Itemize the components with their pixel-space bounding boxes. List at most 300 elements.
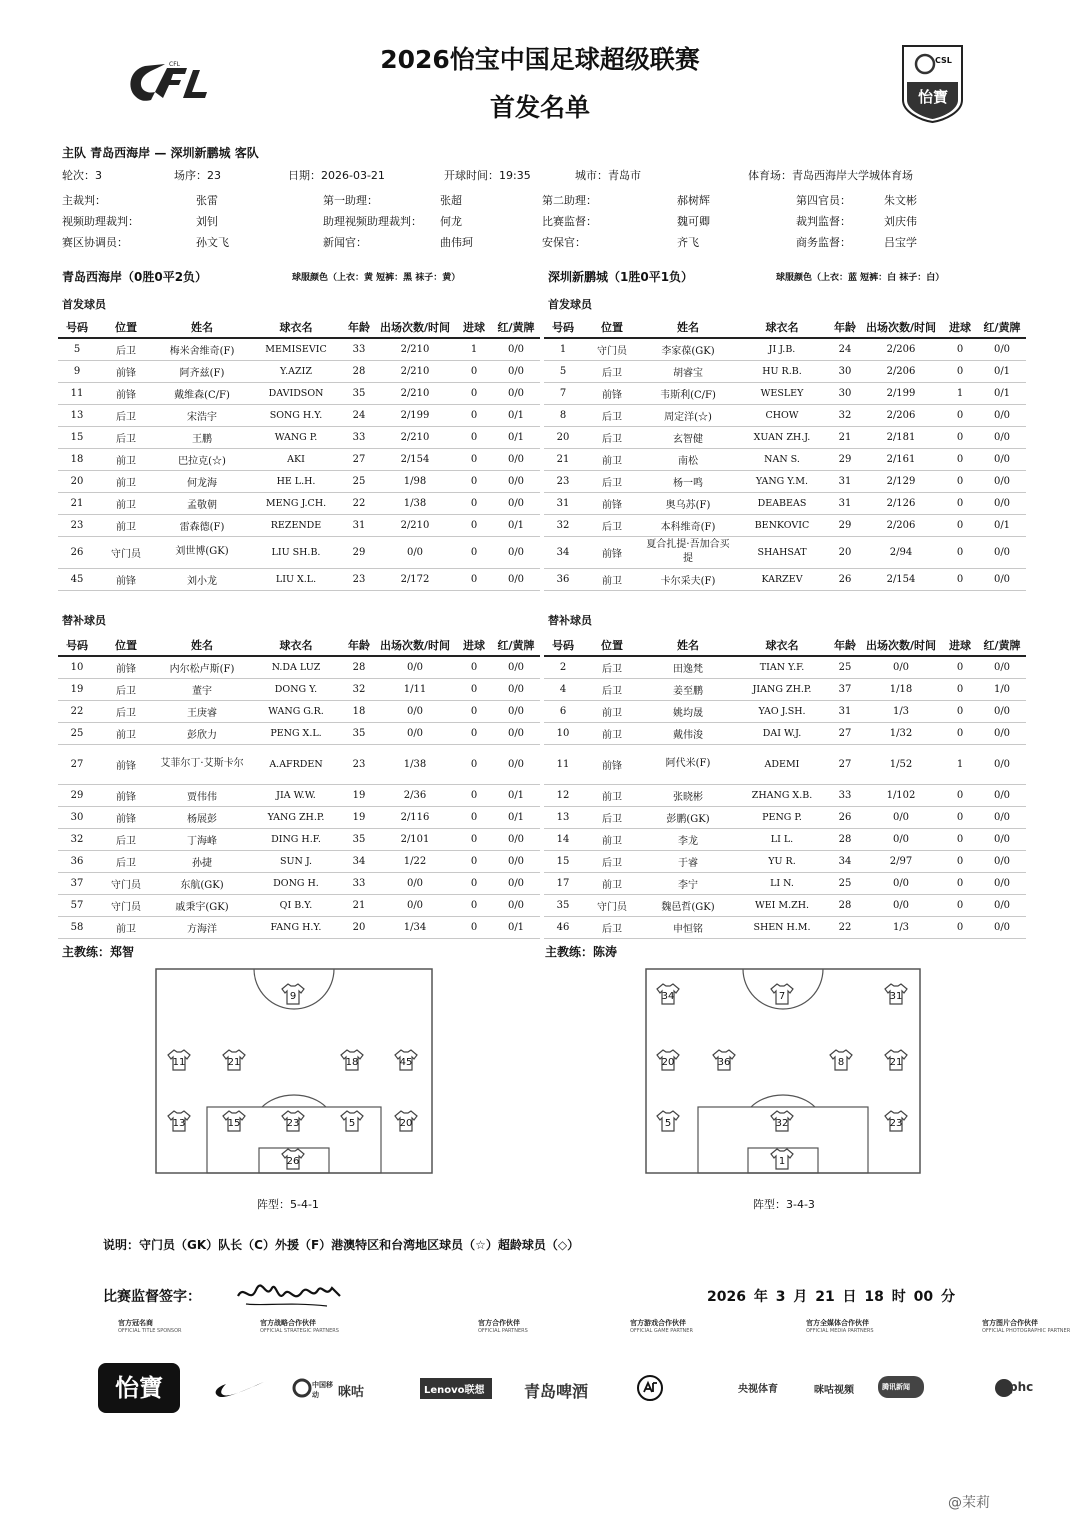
goals: 0: [942, 700, 978, 722]
appearances: 2/94: [860, 536, 942, 568]
player-shirt-icon: [885, 1050, 907, 1070]
player-position: 前锋: [96, 744, 156, 784]
player-age: 22: [344, 492, 374, 514]
player-number: 5: [544, 360, 582, 382]
player-number: 22: [58, 700, 96, 722]
player-shirt-icon: [341, 1050, 363, 1070]
player-shirt-number: 23: [286, 1118, 300, 1129]
ea-fc-logo: [636, 1374, 664, 1402]
legend-note: 说明：守门员（GK）队长（C）外援（F）港澳特区和台湾地区球员（☆）超龄球员（◇）: [103, 1238, 580, 1252]
player-number: 35: [544, 894, 582, 916]
goals: 0: [456, 448, 492, 470]
shirt-name: WESLEY: [734, 382, 830, 404]
player-position: 前锋: [582, 492, 642, 514]
sponsor-caption-cn: 官方合作伙伴: [478, 1319, 520, 1327]
table-header-row: [544, 316, 1026, 338]
shirt-name: WANG P.: [248, 426, 344, 448]
player-age: 33: [830, 784, 860, 806]
shirt-name: CHOW: [734, 404, 830, 426]
cards: 0/0: [492, 382, 540, 404]
goals: 0: [456, 360, 492, 382]
player-shirt-number: 20: [661, 1057, 675, 1068]
csl-badge-text: CSL: [935, 56, 952, 65]
player-shirt-number: 5: [664, 1118, 672, 1129]
player-position: 后卫: [582, 470, 642, 492]
table-row: [58, 448, 540, 470]
table-row: [58, 656, 540, 678]
player-number: 26: [58, 536, 96, 568]
official-role: 第一助理：: [323, 194, 378, 207]
table-header-row: [544, 634, 1026, 656]
table-row: [58, 894, 540, 916]
appearances: 0/0: [374, 722, 456, 744]
phc-logo: phc: [993, 1375, 1033, 1401]
column-header: 位置: [582, 316, 642, 338]
table-row: [544, 656, 1026, 678]
appearances: 1/52: [860, 744, 942, 784]
column-header: 球衣名: [248, 316, 344, 338]
goals: 1: [942, 382, 978, 404]
player-age: 29: [830, 514, 860, 536]
player-age: 37: [830, 678, 860, 700]
column-header: 号码: [544, 316, 582, 338]
appearances: 2/129: [860, 470, 942, 492]
official-role: 第四官员：: [796, 194, 851, 207]
table-row: [58, 404, 540, 426]
appearances: 2/206: [860, 360, 942, 382]
sponsor-caption: [260, 1318, 339, 1334]
player-position: 前卫: [582, 700, 642, 722]
cards: 0/1: [978, 360, 1026, 382]
shirt-name: DONG Y.: [248, 678, 344, 700]
shirt-name: LI L.: [734, 828, 830, 850]
goals: 0: [456, 744, 492, 784]
player-shirt-number: 1: [778, 1156, 786, 1167]
player-name: 卡尔采夫(F): [642, 568, 734, 590]
signature-datetime: 2026 年 3 月 21 日 18 时 00 分: [707, 1289, 956, 1305]
cards: 0/0: [492, 656, 540, 678]
shirt-name: LIU SH.B.: [248, 536, 344, 568]
cards: 0/1: [978, 514, 1026, 536]
shirt-name: YU R.: [734, 850, 830, 872]
player-position: 后卫: [96, 426, 156, 448]
cards: 0/0: [978, 448, 1026, 470]
cards: 0/0: [492, 850, 540, 872]
appearances: 2/116: [374, 806, 456, 828]
player-shirt-number: 5: [348, 1118, 356, 1129]
official-role: 助理视频助理裁判：: [323, 215, 422, 228]
goals: 0: [942, 872, 978, 894]
player-number: 45: [58, 568, 96, 590]
cards: 0/1: [492, 426, 540, 448]
shirt-name: SHAHSAT: [734, 536, 830, 568]
player-number: 31: [544, 492, 582, 514]
player-number: 6: [544, 700, 582, 722]
player-position: 守门员: [96, 872, 156, 894]
cards: 0/0: [978, 784, 1026, 806]
cards: 0/1: [492, 806, 540, 828]
player-position: 前卫: [582, 568, 642, 590]
appearances: 0/0: [374, 656, 456, 678]
official-role: 新闻官：: [323, 236, 367, 249]
appearances: 1/38: [374, 744, 456, 784]
player-number: 15: [544, 850, 582, 872]
appearances: 2/161: [860, 448, 942, 470]
away-coach: 主教练：陈涛: [545, 945, 618, 959]
away-team-title: 深圳新鹏城（1胜0平1负）: [548, 270, 694, 284]
player-name: 戚秉宇(GK): [156, 894, 248, 916]
player-name: 王庚睿: [156, 700, 248, 722]
appearances: 2/172: [374, 568, 456, 590]
column-header: 进球: [456, 316, 492, 338]
table-row: [58, 492, 540, 514]
away-starters-label: 首发球员: [548, 298, 592, 311]
player-number: 13: [544, 806, 582, 828]
player-number: 9: [58, 360, 96, 382]
sponsor-caption-cn: 官方冠名商: [118, 1319, 153, 1327]
cards: 0/0: [978, 404, 1026, 426]
table-row: [58, 338, 540, 360]
player-number: 32: [58, 828, 96, 850]
shirt-name: HU R.B.: [734, 360, 830, 382]
player-position: 前卫: [582, 448, 642, 470]
goals: 0: [456, 568, 492, 590]
official-name: 朱文彬: [884, 194, 917, 207]
appearances: 1/3: [860, 916, 942, 938]
goals: 0: [942, 850, 978, 872]
table-row: [544, 744, 1026, 784]
shirt-name: WEI M.ZH.: [734, 894, 830, 916]
player-number: 23: [544, 470, 582, 492]
player-name: 姚均晟: [642, 700, 734, 722]
player-name: 阿齐兹(F): [156, 360, 248, 382]
official-name: 张超: [440, 194, 462, 207]
player-age: 31: [830, 492, 860, 514]
shirt-name: XUAN ZH.J.: [734, 426, 830, 448]
sponsor-caption: [806, 1318, 874, 1334]
player-position: 守门员: [96, 894, 156, 916]
goals: 0: [942, 916, 978, 938]
csl-brand: 怡寶: [917, 88, 948, 106]
home-coach: 主教练：郑智: [62, 945, 135, 959]
appearances: 0/0: [860, 872, 942, 894]
goals: 0: [942, 568, 978, 590]
goals: 0: [456, 872, 492, 894]
player-number: 2: [544, 656, 582, 678]
goals: 0: [456, 426, 492, 448]
player-number: 7: [544, 382, 582, 404]
player-name: 孟敬朝: [156, 492, 248, 514]
shirt-name: MEMISEVIC: [248, 338, 344, 360]
player-shirt-icon: [885, 984, 907, 1004]
player-number: 11: [58, 382, 96, 404]
appearances: 2/126: [860, 492, 942, 514]
goals: 0: [456, 850, 492, 872]
goals: 0: [456, 784, 492, 806]
player-name: 戴伟浚: [642, 722, 734, 744]
cards: 0/0: [492, 722, 540, 744]
player-number: 36: [58, 850, 96, 872]
player-position: 后卫: [582, 404, 642, 426]
player-age: 28: [344, 360, 374, 382]
player-position: 后卫: [96, 700, 156, 722]
table-row: [58, 514, 540, 536]
column-header: 进球: [942, 316, 978, 338]
cards: 0/0: [978, 916, 1026, 938]
appearances: 1/38: [374, 492, 456, 514]
column-header: 红/黄牌: [978, 634, 1026, 656]
player-age: 23: [344, 568, 374, 590]
player-shirt-number: 31: [889, 991, 903, 1002]
away-pitch: [645, 968, 921, 1174]
player-name: 奥乌苏(F): [642, 492, 734, 514]
player-name: 刘世博(GK): [156, 536, 248, 568]
player-name: 夏合扎提·吾加合买提: [642, 536, 734, 568]
player-position: 后卫: [582, 916, 642, 938]
player-name: 东航(GK): [156, 872, 248, 894]
sponsor-caption: [118, 1318, 182, 1334]
shirt-name: YAO J.SH.: [734, 700, 830, 722]
sponsor-caption-cn: 官方游戏合作伙伴: [630, 1319, 686, 1327]
shirt-name: DING H.F.: [248, 828, 344, 850]
table-row: [544, 916, 1026, 938]
home-formation: 阵型：5-4-1: [257, 1198, 319, 1211]
player-name: 戴维森(C/F): [156, 382, 248, 404]
cards: 0/0: [492, 872, 540, 894]
official-name: 曲伟珂: [440, 236, 473, 249]
shirt-name: WANG G.R.: [248, 700, 344, 722]
official-name: 张雷: [196, 194, 218, 207]
column-header: 位置: [96, 316, 156, 338]
table-row: [58, 916, 540, 938]
table-row: [544, 872, 1026, 894]
watermark: @茉莉: [948, 1495, 990, 1511]
player-position: 守门员: [96, 536, 156, 568]
shirt-name: LI N.: [734, 872, 830, 894]
player-shirt-icon: [771, 1111, 793, 1131]
player-age: 23: [344, 744, 374, 784]
column-header: 球衣名: [248, 634, 344, 656]
player-name: 彭欣力: [156, 722, 248, 744]
shirt-name: PENG P.: [734, 806, 830, 828]
shirt-name: KARZEV: [734, 568, 830, 590]
player-name: 内尔松卢斯(F): [156, 656, 248, 678]
cards: 0/0: [492, 568, 540, 590]
player-name: 魏邑哲(GK): [642, 894, 734, 916]
cards: 0/0: [492, 700, 540, 722]
player-name: 雷森德(F): [156, 514, 248, 536]
appearances: 1/18: [860, 678, 942, 700]
player-age: 30: [830, 360, 860, 382]
goals: 0: [942, 404, 978, 426]
player-position: 前锋: [582, 744, 642, 784]
player-number: 11: [544, 744, 582, 784]
appearances: 2/210: [374, 514, 456, 536]
player-age: 18: [344, 700, 374, 722]
official-name: 魏可卿: [677, 215, 710, 228]
sponsor-caption-cn: 官方全媒体合作伙伴: [806, 1319, 869, 1327]
page-title: 2026怡宝中国足球超级联赛: [380, 45, 700, 74]
appearances: 1/32: [860, 722, 942, 744]
player-shirt-icon: [713, 1050, 735, 1070]
player-name: 周定洋(☆): [642, 404, 734, 426]
table-row: [544, 806, 1026, 828]
goals: 0: [456, 492, 492, 514]
appearances: 2/210: [374, 338, 456, 360]
column-header: 位置: [582, 634, 642, 656]
appearances: 1/102: [860, 784, 942, 806]
table-row: [544, 722, 1026, 744]
appearances: 2/206: [860, 514, 942, 536]
player-position: 后卫: [582, 360, 642, 382]
player-name: 张晓彬: [642, 784, 734, 806]
home-kit: 球服颜色（上衣：黄 短裤：黑 袜子：黄）: [292, 273, 461, 283]
goals: 0: [942, 470, 978, 492]
appearances: 0/0: [860, 828, 942, 850]
goals: 0: [456, 894, 492, 916]
official-name: 刘钊: [196, 215, 218, 228]
cards: 0/0: [492, 470, 540, 492]
home-pitch: [155, 968, 433, 1174]
player-number: 25: [58, 722, 96, 744]
player-shirt-number: 21: [889, 1057, 903, 1068]
table-row: [544, 448, 1026, 470]
player-age: 22: [830, 916, 860, 938]
appearances: 2/36: [374, 784, 456, 806]
signature-image: [232, 1276, 352, 1310]
cards: 0/1: [492, 514, 540, 536]
player-shirt-number: 11: [172, 1057, 186, 1068]
player-age: 33: [344, 872, 374, 894]
player-name: 刘小龙: [156, 568, 248, 590]
tencent-news-logo: 腾讯新闻: [878, 1376, 924, 1400]
shirt-name: ZHANG X.B.: [734, 784, 830, 806]
player-name: 董宇: [156, 678, 248, 700]
player-number: 27: [58, 744, 96, 784]
match-kickoff: 开球时间：19:35: [444, 169, 531, 182]
china-mobile-logo: 中国移动: [292, 1376, 336, 1400]
player-age: 31: [830, 700, 860, 722]
player-number: 23: [58, 514, 96, 536]
match-venue: 体育场：青岛西海岸大学城体育场: [748, 169, 913, 182]
cards: 0/0: [978, 722, 1026, 744]
column-header: 姓名: [642, 316, 734, 338]
shirt-name: FANG H.Y.: [248, 916, 344, 938]
player-position: 后卫: [582, 514, 642, 536]
shirt-name: HE L.H.: [248, 470, 344, 492]
table-row: [544, 678, 1026, 700]
lenovo-logo: Lenovo联想: [420, 1378, 492, 1400]
shirt-name: AKI: [248, 448, 344, 470]
player-shirt-number: 34: [661, 991, 675, 1002]
column-header: 年龄: [830, 634, 860, 656]
player-age: 33: [344, 338, 374, 360]
player-age: 26: [830, 568, 860, 590]
table-row: [58, 568, 540, 590]
appearances: 2/210: [374, 360, 456, 382]
cards: 0/0: [492, 828, 540, 850]
player-age: 19: [344, 784, 374, 806]
shirt-name: N.DA LUZ: [248, 656, 344, 678]
player-shirt-icon: [657, 1111, 679, 1131]
cards: 0/0: [492, 448, 540, 470]
appearances: 1/3: [860, 700, 942, 722]
cards: 0/0: [978, 492, 1026, 514]
goals: 0: [942, 894, 978, 916]
appearances: 0/0: [374, 894, 456, 916]
sponsor-caption: [982, 1318, 1070, 1334]
player-name: 杨展彭: [156, 806, 248, 828]
appearances: 2/210: [374, 382, 456, 404]
goals: 0: [456, 382, 492, 404]
sponsor-caption-en: OFFICIAL GAME PARTNER: [630, 1328, 693, 1334]
player-name: 李家葆(GK): [642, 338, 734, 360]
player-shirt-number: 13: [172, 1118, 186, 1129]
goals: 0: [456, 656, 492, 678]
column-header: 号码: [544, 634, 582, 656]
player-name: 贾伟伟: [156, 784, 248, 806]
player-number: 15: [58, 426, 96, 448]
cards: 0/0: [492, 744, 540, 784]
player-position: 前锋: [582, 536, 642, 568]
player-name: 宋浩宇: [156, 404, 248, 426]
player-position: 前锋: [96, 784, 156, 806]
player-number: 18: [58, 448, 96, 470]
player-name: 本科维奇(F): [642, 514, 734, 536]
official-role: 比赛监督：: [542, 215, 597, 228]
player-position: 前卫: [96, 470, 156, 492]
away-starters-table: [544, 316, 1026, 591]
table-row: [544, 536, 1026, 568]
appearances: 2/154: [860, 568, 942, 590]
player-name: 彭鹏(GK): [642, 806, 734, 828]
sponsor-caption-cn: 官方战略合作伙伴: [260, 1319, 316, 1327]
goals: 0: [942, 338, 978, 360]
player-age: 27: [830, 744, 860, 784]
player-name: 姜至鹏: [642, 678, 734, 700]
player-age: 35: [344, 722, 374, 744]
player-shirt-number: 15: [227, 1118, 241, 1129]
player-position: 后卫: [96, 678, 156, 700]
cards: 1/0: [978, 678, 1026, 700]
column-header: 年龄: [830, 316, 860, 338]
player-shirt-number: 18: [345, 1057, 359, 1068]
column-header: 姓名: [642, 634, 734, 656]
player-number: 13: [58, 404, 96, 426]
tsingtao-logo: 青岛啤酒: [524, 1382, 589, 1401]
table-row: [544, 360, 1026, 382]
table-row: [544, 700, 1026, 722]
table-row: [544, 492, 1026, 514]
appearances: 2/154: [374, 448, 456, 470]
cards: 0/0: [978, 338, 1026, 360]
player-name: 玄智健: [642, 426, 734, 448]
player-name: 艾菲尔丁·艾斯卡尔: [156, 744, 248, 784]
column-header: 出场次数/时间: [374, 634, 456, 656]
player-shirt-icon: [341, 1111, 363, 1131]
cards: 0/0: [978, 700, 1026, 722]
official-role: 赛区协调员：: [62, 236, 128, 249]
goals: 0: [942, 426, 978, 448]
away-formation: 阵型：3-4-3: [753, 1198, 815, 1211]
sponsor-caption-en: OFFICIAL PHOTOGRAPHIC PARTNER: [982, 1328, 1071, 1334]
player-age: 35: [344, 828, 374, 850]
player-name: 李龙: [642, 828, 734, 850]
table-row: [544, 382, 1026, 404]
appearances: 0/0: [860, 656, 942, 678]
appearances: 2/199: [860, 382, 942, 404]
player-number: 17: [544, 872, 582, 894]
